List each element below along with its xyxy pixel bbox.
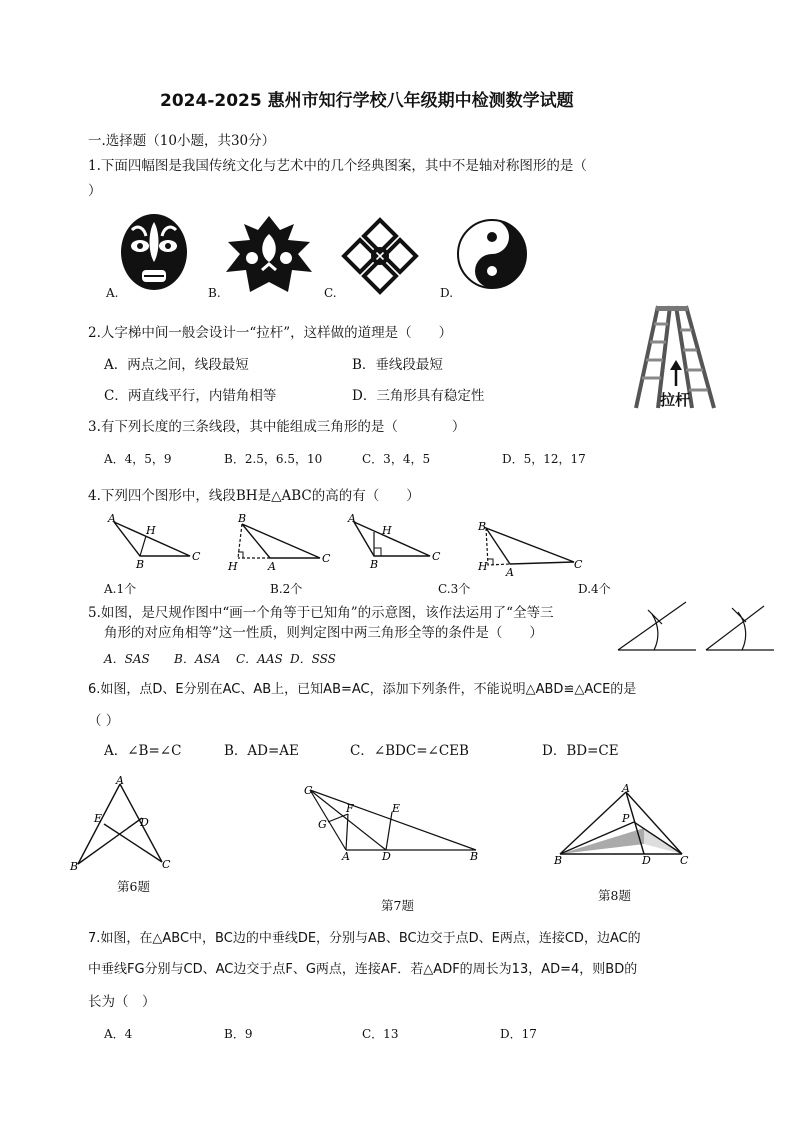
q1-option-c-label: C. — [324, 286, 337, 300]
svg-text:C: C — [432, 550, 441, 563]
q2-option-a: A．两点之间，线段最短 — [104, 357, 249, 373]
svg-text:C: C — [162, 858, 171, 871]
q3-stem: 3.有下列长度的三条线段，其中能组成三角形的是（ ） — [88, 419, 466, 435]
q2-option-c: C．两直线平行，内错角相等 — [104, 388, 277, 404]
q4-figure-b — [224, 512, 334, 574]
q1-option-d-label: D. — [440, 286, 454, 300]
knot-pattern-image — [340, 216, 420, 296]
svg-text:E: E — [392, 802, 401, 815]
svg-text:B: B — [136, 558, 145, 570]
q4-figure-a — [106, 512, 202, 570]
q7-option-d: D．17 — [500, 1027, 537, 1041]
ladder-label: 拉杆 — [660, 391, 691, 409]
q1-stem: 1.下面四幅图是我国传统文化与艺术中的几个经典图案，其中不是轴对称图形的是（ — [88, 158, 587, 174]
svg-text:C: C — [304, 784, 313, 797]
svg-text:A: A — [116, 776, 124, 787]
q4-option-b: B.2个 — [270, 582, 303, 596]
figure-6-caption: 第6题 — [117, 879, 150, 894]
q7-option-a: A．4 — [104, 1027, 133, 1041]
svg-text:B: B — [70, 860, 79, 872]
q5-stem-cont: 角形的对应角相等”这一性质，则判定图中两三角形全等的条件是（ ） — [104, 625, 543, 641]
svg-text:H: H — [228, 560, 238, 573]
q4-figure-c — [344, 512, 444, 572]
q7-stem-line2: 中垂线FG分别与CD、AC边交于点F、G两点，连接AF．若△ADF的周长为13，AD=4，则BD的 — [88, 962, 638, 977]
svg-text:C: C — [574, 558, 583, 571]
svg-text:A: A — [506, 566, 514, 578]
q7-option-c: C．13 — [362, 1027, 399, 1041]
svg-text:D: D — [140, 816, 149, 829]
q5-option-c: C．AAS — [236, 652, 283, 666]
svg-text:A: A — [348, 512, 356, 525]
opera-mask-image — [118, 212, 190, 294]
svg-text:D: D — [382, 850, 391, 862]
svg-text:H: H — [382, 524, 392, 537]
q5-stem: 5.如图，是尺规作图中“画一个角等于已知角”的示意图，该作法运用了“全等三 — [88, 605, 554, 621]
q4-option-a: A.1个 — [104, 582, 137, 596]
svg-text:C: C — [680, 854, 689, 866]
q6-option-c: C．∠BDC=∠CEB — [350, 743, 469, 759]
q5-option-d: D．SSS — [290, 652, 336, 666]
q3-option-c: C．3，4，5 — [362, 452, 431, 466]
svg-text:H: H — [146, 524, 156, 537]
q5-option-a: A．SAS — [104, 652, 150, 666]
svg-text:C: C — [192, 550, 201, 563]
q4-stem: 4.下列四个图形中，线段BH是△ABC的高的有（ ） — [88, 488, 420, 504]
q6-option-d: D．BD=CE — [542, 743, 619, 759]
q1-option-a-label: A. — [106, 286, 119, 300]
svg-text:F: F — [346, 802, 354, 815]
svg-text:E: E — [94, 812, 103, 825]
q7-stem-line3: 长为（ ） — [88, 994, 156, 1010]
svg-text:D: D — [642, 854, 651, 866]
figure-6-diagram — [66, 776, 176, 872]
q3-option-d: D．5，12，17 — [502, 452, 586, 466]
q6-stem: 6.如图，点D、E分别在AC、AB上，已知AB=AC，添加下列条件，不能说明△ABD≌△ACE的是 — [88, 682, 637, 697]
svg-text:B: B — [478, 522, 487, 533]
q2-option-b: B．垂线段最短 — [352, 357, 443, 373]
q6-option-a: A．∠B=∠C — [104, 743, 182, 759]
figure-7-caption: 第7题 — [381, 898, 414, 913]
svg-text:A: A — [268, 560, 276, 573]
q5-option-b: B．ASA — [174, 652, 221, 666]
section-heading: 一.选择题（10小题，共30分） — [88, 133, 276, 149]
figure-8-diagram — [552, 782, 692, 866]
svg-text:B: B — [554, 854, 563, 866]
svg-text:G: G — [318, 818, 327, 831]
svg-text:B: B — [370, 558, 379, 571]
svg-text:A: A — [108, 512, 116, 525]
svg-text:A: A — [342, 850, 350, 862]
q2-stem: 2.人字梯中间一般会设计一“拉杆”，这样做的道理是（ ） — [88, 325, 453, 341]
q7-option-b: B．9 — [224, 1027, 253, 1041]
figure-8-caption: 第8题 — [598, 888, 631, 903]
svg-text:H: H — [478, 560, 488, 573]
q5-angle-construction — [614, 596, 778, 658]
figure-7-diagram — [300, 782, 486, 862]
q3-option-b: B．2.5，6.5，10 — [224, 452, 323, 466]
q6-option-b: B．AD=AE — [224, 743, 299, 759]
svg-text:C: C — [322, 552, 331, 565]
svg-text:B: B — [470, 850, 479, 862]
q6-stem-cont: （ ） — [88, 713, 120, 729]
q7-stem-line1: 7.如图，在△ABC中，BC边的中垂线DE，分别与AB、BC边交于点D、E两点，连接CD，边AC的 — [88, 931, 641, 946]
svg-text:B: B — [238, 512, 247, 525]
q4-option-c: C.3个 — [438, 582, 471, 596]
q1-option-b-label: B. — [208, 286, 221, 300]
cloud-pattern-image — [222, 212, 316, 298]
yin-yang-image — [456, 218, 528, 290]
svg-text:A: A — [622, 782, 630, 795]
q1-stem-cont: ） — [88, 183, 102, 199]
q4-option-d: D.4个 — [578, 582, 611, 596]
q2-option-d: D．三角形具有稳定性 — [352, 388, 485, 404]
q3-option-a: A．4，5，9 — [104, 452, 172, 466]
q4-figure-d — [474, 522, 584, 578]
page-title: 2024-2025 惠州市知行学校八年级期中检测数学试题 — [160, 91, 574, 111]
svg-text:P: P — [622, 812, 630, 825]
